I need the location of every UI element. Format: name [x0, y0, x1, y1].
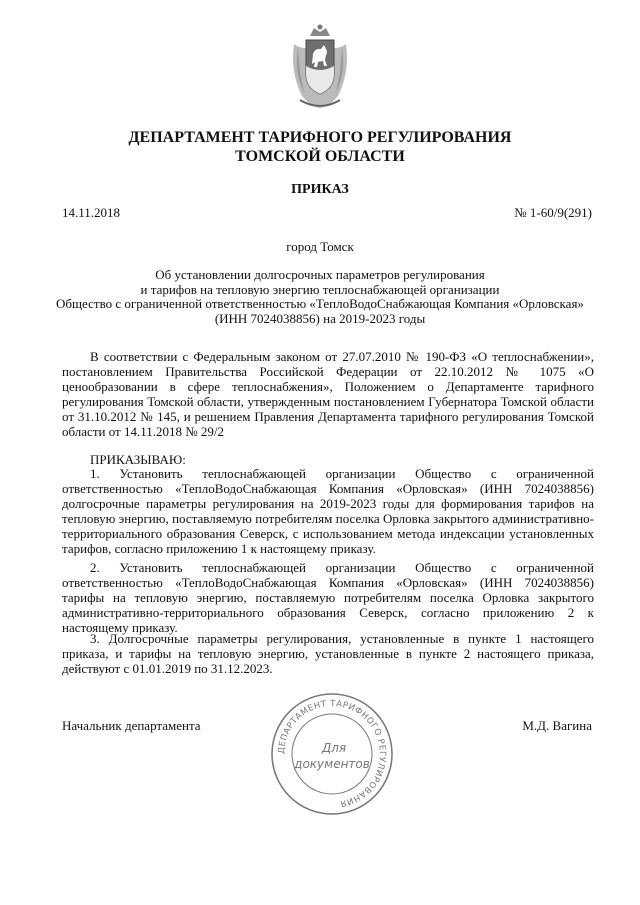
subject-line4: (ИНН 7024038856) на 2019-2023 годы — [214, 310, 426, 326]
order-subject — [40, 268, 600, 326]
order-item-1: 1. Установить теплоснабжающей организации Общество с ограниченной ответственностью «ТеплоВодоСнабжающая Компания «Орловская» (ИНН 7024038856) долгосрочные параметры регулирования на 2019-2023 годы для формирования тарифов на тепловую энергию, поставляемую потребителям поселка Орловка закрытого административно-территориального образования Северск, с использованием метода индексации установленных тарифов, согласно приложению 1 к настоящему приказу. — [62, 466, 594, 556]
legal-basis-paragraph: В соответствии с Федеральным законом от 27.07.2010 № 190-ФЗ «О теплоснабжении», постановлением Правительства Российской Федерации от 22.10.2012 № 1075 «О ценообразовании в сфере теплоснабжения», Положением о Департаменте тарифного регулирования Томской области, утвержденным постановлением Губернатора Томской области от 31.10.2012 № 145, и решением Правления Департамента тарифного регулирования Томской области от 14.11.2018 № 29/2 — [62, 349, 594, 439]
official-stamp — [268, 690, 396, 818]
order-item-2: 2. Установить теплоснабжающей организации Общество с ограниченной ответственностью «ТеплоВодоСнабжающая Компания «Орловская» (ИНН 7024038856) тарифы на тепловую энергию, поставляемую потребителям поселка Орловка закрытого административно-территориального образования Северск, согласно приложению 2 к настоящему приказу. — [62, 560, 594, 635]
city-name: город Томск — [286, 239, 354, 254]
order-item-3: 3. Долгосрочные параметры регулирования, установленные в пункте 1 настоящего приказа, и тарифы на тепловую энергию, установленные в пункте 2 настоящего приказа, действуют с 01.01.2019 по 31.12.2023. — [62, 631, 594, 676]
stamp-ring-text: ДЕПАРТАМЕНТ ТАРИФНОГО РЕГУЛИРОВАНИЯ — [276, 698, 388, 809]
signatory-name: М.Д. Вагина — [522, 718, 592, 733]
signatory-position: Начальник департамента — [62, 718, 201, 733]
order-number: № 1-60/9(291) — [514, 205, 592, 220]
subject-line1: Об установлении долгосрочных параметров регулирования — [155, 267, 485, 282]
department-name — [0, 128, 640, 166]
department-name-line2: ТОМСКОЙ ОБЛАСТИ — [235, 148, 405, 165]
prikazyvayu-heading: ПРИКАЗЫВАЮ: — [90, 452, 186, 467]
document-type-title: ПРИКАЗ — [291, 182, 349, 197]
order-date: 14.11.2018 — [62, 205, 121, 220]
subject-line3: Общество с ограниченной ответственностью «ТеплоВодоСнабжающая Компания «Орловская» — [56, 296, 584, 311]
coat-of-arms-emblem — [288, 22, 352, 110]
stamp-center-line1: Для — [321, 741, 347, 755]
department-name-line1: ДЕПАРТАМЕНТ ТАРИФНОГО РЕГУЛИРОВАНИЯ — [128, 129, 512, 146]
subject-line2: и тарифов на тепловую энергию теплоснабжающей организации — [140, 281, 500, 297]
stamp-center-line2: документов — [294, 757, 370, 771]
